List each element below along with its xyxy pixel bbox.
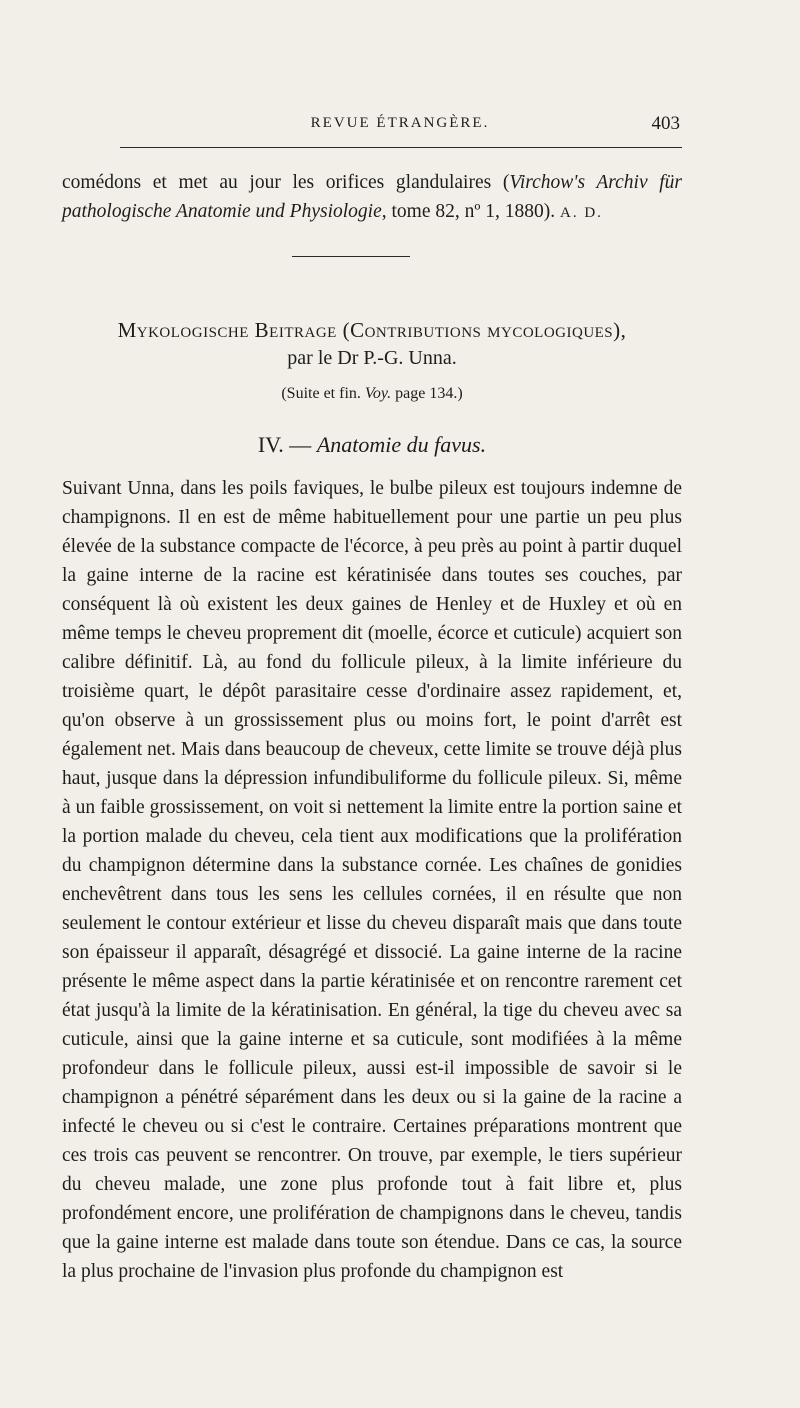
continuation-note bbox=[62, 385, 682, 403]
body-text: Suivant Unna, dans les poils faviques, le bulbe pileux est toujours indemne de champignons. Il en est de même habituellement pour une partie un peu plus élevée de la substance compacte de l'écorce, à peu près au point à partir duquel la gaine interne de la racine est kératinisée dans toutes ses couches, par conséquent là où existent les deux gaines de Henley et de Huxley et où en même temps le cheveu proprement dit (moelle, écorce et cuticule) acquiert son calibre définitif. Là, au fond du follicule pileux, à la limite inférieure du troisième quart, le dépôt parasitaire cesse d'ordinaire assez rapidement, et, qu'on observe à un grossissement plus ou moins fort, le point d'arrêt est également net. Mais dans beaucoup de cheveux, cette limite se trouve déjà plus haut, jusque dans la dépression infundibuliforme du follicule pileux. Si, même à un faible grossissement, on voit si nettement la limite entre la portion saine et la portion malade du cheveu, cela tient aux modifications que la prolifération du champignon détermine dans la substance cornée. Les chaînes de gonidies enchevêtrent dans tous les sens les cellules cornées, il en résulte que non seulement le contour extérieur et lisse du cheveu disparaît mais que dans toute son épaisseur il apparaît, désagrégé et dissocié. La gaine interne de la racine présente le même aspect dans la partie kératinisée et on rencontre rarement cet état jusqu'à la limite de la kératinisation. En général, la tige du cheveu avec sa cuticule, ainsi que la gaine interne et sa cuticule, sont modifiées à la même profondeur dans le follicule pileux, aussi est-il impossible de savoir si le champignon a pénétré séparément dans les deux ou si la gaine de la racine a infecté le cheveu ou si c'est le contraire. Certaines préparations montrent que ces trois cas peuvent se rencontrer. On trouve, par exemple, le tiers supérieur du cheveu malade, une zone plus profonde tout à fait libre et, plus profondément encore, une prolifération de champignons dans le cheveu, tandis que la gaine interne est malade dans toute son étendue. Dans ce cas, la source la plus prochaine de l'invasion plus profonde du champignon est bbox=[62, 478, 682, 1282]
section-title: Anatomie du favus. bbox=[316, 432, 487, 457]
section-heading bbox=[62, 432, 682, 458]
signature: A. D. bbox=[560, 205, 603, 221]
intro-paragraph bbox=[62, 168, 682, 228]
note-suffix: page 134.) bbox=[395, 385, 463, 402]
body-paragraph bbox=[62, 474, 682, 1286]
section-divider bbox=[292, 256, 410, 257]
page-number: 403 bbox=[651, 113, 680, 134]
note-italic: Voy. bbox=[364, 385, 392, 402]
running-header bbox=[120, 113, 680, 137]
article-author: par le Dr P.-G. Unna. bbox=[287, 347, 457, 369]
journal-title: Virchow's Archiv für pathologische Anatomie und Physiologie bbox=[62, 172, 683, 222]
intro-text-before: comédons et met au jour les orifices glandulaires ( bbox=[62, 172, 510, 193]
article-title: Mykologische Beitrage (Contributions mycologiques), bbox=[117, 318, 627, 342]
note-prefix: (Suite et fin. bbox=[281, 385, 361, 402]
header-rule bbox=[120, 147, 682, 148]
intro-text-after: , tome 82, nº 1, 1880). bbox=[381, 201, 556, 222]
section-numeral: IV. — bbox=[257, 432, 312, 457]
running-title: REVUE ÉTRANGÈRE. bbox=[310, 115, 490, 131]
